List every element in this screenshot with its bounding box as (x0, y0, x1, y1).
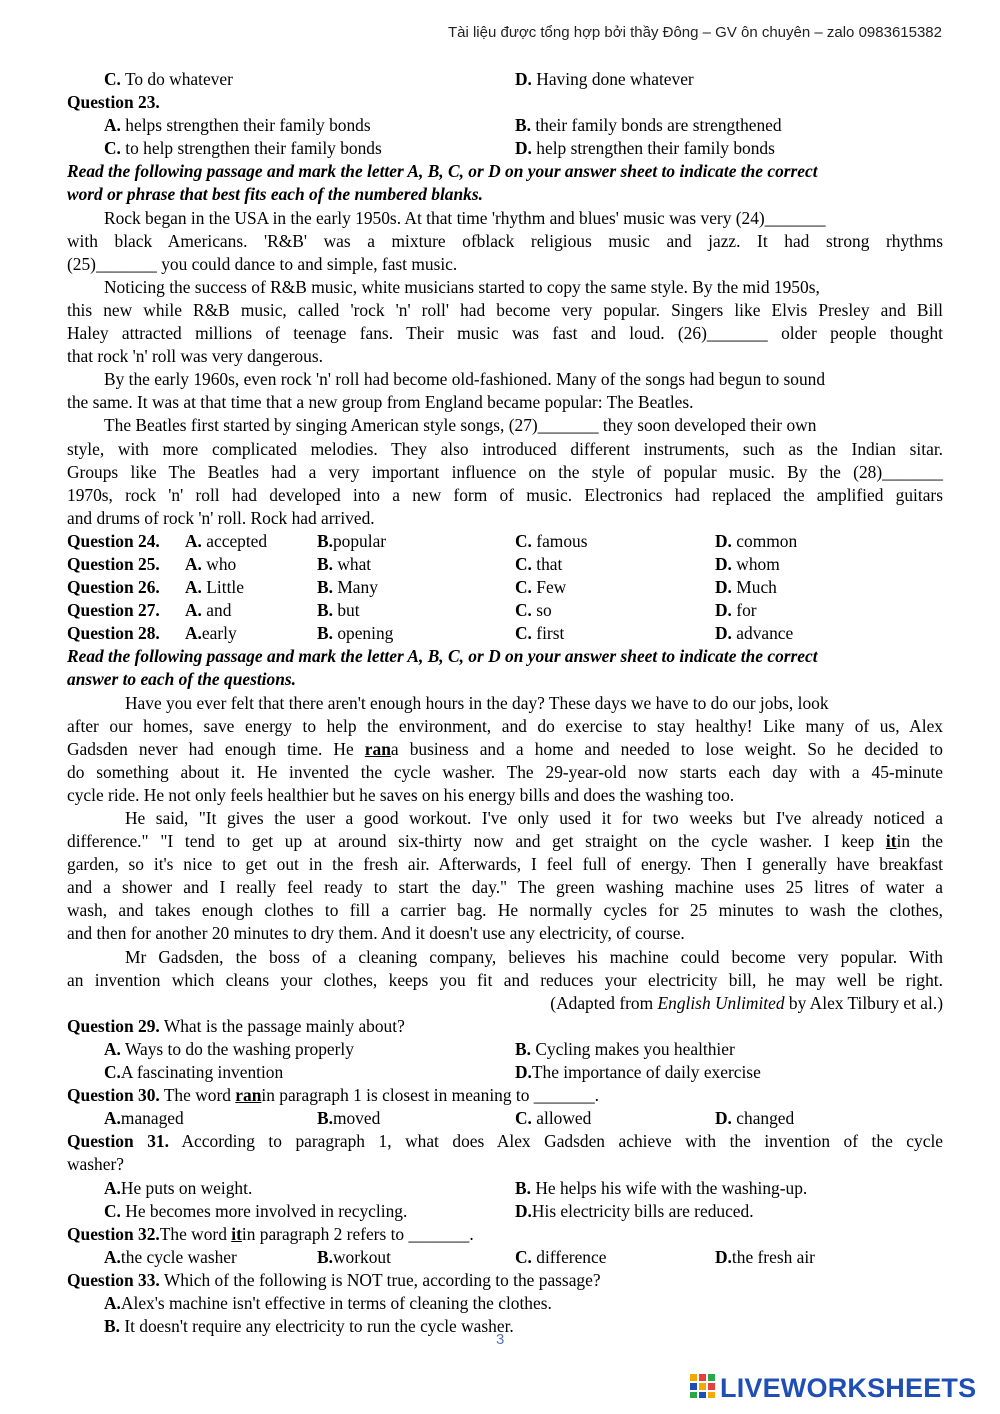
passage-2-line: He said, "It gives the user a good workout. I've only used it for two weeks but I've already noticed a (125, 808, 943, 828)
q28-option-d[interactable]: D. advance (715, 623, 794, 644)
passage-1-line: with black Americans. 'R&B' was a mixture ofblack religious music and jazz. It had strong rhythms (67, 230, 943, 251)
q31-option-a[interactable]: A.He puts on weight. (104, 1177, 253, 1198)
question-25-row (67, 553, 943, 576)
passage-1-line: style, with more complicated melodies. They also introduced different instruments, such as the Indian sitar. (67, 438, 943, 459)
q26-option-b[interactable]: B. Many (317, 577, 378, 598)
question-24-label: Question 24. (67, 530, 160, 551)
q30-option-d[interactable]: D. changed (715, 1108, 795, 1129)
worksheet-page (67, 68, 943, 1338)
q31-option-d[interactable]: D.His electricity bills are reduced. (515, 1200, 754, 1221)
q22-option-c[interactable]: C. To do whatever (104, 69, 233, 89)
highlighted-word-it: it (885, 831, 897, 852)
passage-1-line: and drums of rock 'n' roll. Rock had arrived. (67, 507, 375, 528)
passage-2-line: and then for another 20 minutes to dry them. And it doesn't use any electricity, of course. (67, 923, 685, 944)
question-29: Question 29. What is the passage mainly about? (67, 1015, 405, 1036)
liveworksheets-brand-text: LIVEWORKSHEETS (720, 1373, 977, 1403)
passage-1-line: this new while R&B music, called 'rock 'n' roll' had become very popular. Singers like Elvis Presley and Bill (67, 299, 943, 320)
passage-2-source: (Adapted from English Unlimited by Alex Tilbury et al.) (550, 992, 943, 1013)
q23-option-d[interactable]: D. help strengthen their family bonds (515, 138, 775, 159)
passage-1-line: Rock began in the USA in the early 1950s. At that time 'rhythm and blues' music was very (24)_______ (104, 207, 826, 228)
question-26-row (67, 576, 943, 599)
instruction-2-line-1: Read the following passage and mark the letter A, B, C, or D on your answer sheet to indicate the correct (67, 646, 818, 667)
q23-option-c[interactable]: C. to help strengthen their family bonds (104, 138, 382, 159)
q29-options-row-1 (67, 1038, 943, 1061)
passage-2-line: do something about it. He invented the cycle washer. The 29-year-old now starts each day with a 45-minute (67, 761, 943, 782)
q27-option-c[interactable]: C. so (515, 600, 552, 621)
q33-option-a[interactable]: A.Alex's machine isn't effective in terms of cleaning the clothes. (104, 1292, 552, 1313)
question-31-continued: washer? (67, 1154, 124, 1175)
passage-1-line: that rock 'n' roll was very dangerous. (67, 346, 323, 367)
page-header: Tài liệu được tổng hợp bởi thầy Đông – GV ôn chuyên – zalo 0983615382 (447, 24, 942, 41)
question-27-label: Question 27. (67, 600, 160, 621)
q23-options-row-1 (67, 114, 943, 137)
q25-option-b[interactable]: B. what (317, 553, 372, 574)
passage-2-line: and a shower and I really feel ready to start the day." The green washing machine uses 25 litres of water a (67, 877, 943, 898)
q26-option-d[interactable]: D. Much (715, 577, 777, 598)
q23-options-row-2 (67, 137, 943, 160)
liveworksheets-logo[interactable] (690, 1373, 976, 1404)
question-27-row (67, 599, 943, 622)
instruction-1-line-1: Read the following passage and mark the letter A, B, C, or D on your answer sheet to indicate the correct (67, 161, 818, 182)
q23-label: Question 23. (67, 92, 160, 113)
q32-option-a[interactable]: A.the cycle washer (104, 1246, 237, 1267)
question-32: Question 32.The word itin paragraph 2 refers to _______. (67, 1223, 474, 1244)
passage-1-line: By the early 1960s, even rock 'n' roll had become old-fashioned. Many of the songs had begun to sound (104, 369, 826, 390)
q33-option-b[interactable]: B. It doesn't require any electricity to run the cycle washer. (104, 1316, 514, 1337)
q29-option-d[interactable]: D.The importance of daily exercise (515, 1062, 761, 1083)
passage-1-line: the same. It was at that time that a new group from England became popular: The Beatles. (67, 392, 694, 413)
instruction-1-line-2: word or phrase that best fits each of the numbered blanks. (67, 184, 483, 205)
q28-option-a[interactable]: A.early (185, 623, 237, 644)
q25-option-d[interactable]: D. whom (715, 553, 780, 574)
q31-option-c[interactable]: C. He becomes more involved in recycling. (104, 1200, 408, 1221)
q28-option-b[interactable]: B. opening (317, 623, 394, 644)
page-number: 3 (496, 1331, 505, 1348)
q30-options-row (67, 1107, 943, 1130)
q29-option-b[interactable]: B. Cycling makes you healthier (515, 1038, 735, 1059)
passage-2-line: an invention which cleans your clothes, keeps you fit and reduces your electricity bill, he may well be right. (67, 969, 943, 990)
question-28-row (67, 622, 943, 645)
passage-2-line: garden, so it's nice to get out in the fresh air. Afterwards, I feel full of energy. Then I generally have breakfast (67, 854, 943, 875)
q22-options-row (67, 68, 943, 91)
passage-1-line: The Beatles first started by singing American style songs, (27)_______ they soon developed their own (104, 415, 817, 436)
question-31: Question 31. According to paragraph 1, what does Alex Gadsden achieve with the invention of the cycle (67, 1131, 943, 1152)
q24-option-a[interactable]: A. accepted (185, 530, 268, 551)
q30-option-c[interactable]: C. allowed (515, 1108, 592, 1129)
passage-2-line: difference." "I tend to get up at around six-thirty now and get straight on the cycle washer. I keep itin the (67, 831, 943, 852)
passage-2-line: wash, and takes enough clothes to fill a carrier bag. He normally cycles for 25 minutes to wash the clothes, (67, 900, 943, 921)
question-24-row (67, 530, 943, 553)
passage-2-line: Gadsden never had enough time. He rana business and a home and needed to lose weight. So he decided to (67, 738, 943, 759)
q28-option-c[interactable]: C. first (515, 623, 565, 644)
question-30: Question 30. The word ranin paragraph 1 is closest in meaning to _______. (67, 1085, 599, 1106)
q25-option-a[interactable]: A. who (185, 553, 237, 574)
passage-1-line: Haley attracted millions of teenage fans. Their music was fast and loud. (26)_______ older people thought (67, 323, 943, 344)
q27-option-b[interactable]: B. but (317, 600, 360, 621)
q24-option-b[interactable]: B.popular (317, 530, 387, 551)
passage-1-line: 1970s, rock 'n' roll had developed into a new form of music. Electronics had replaced the amplified guitars (67, 484, 943, 505)
q24-option-d[interactable]: D. common (715, 530, 798, 551)
q24-option-c[interactable]: C. famous (515, 530, 588, 551)
q26-option-c[interactable]: C. Few (515, 577, 567, 598)
instruction-2-line-2: answer to each of the questions. (67, 669, 296, 690)
q31-option-b[interactable]: B. He helps his wife with the washing-up. (515, 1177, 808, 1198)
question-25-label: Question 25. (67, 553, 160, 574)
passage-2-line: Mr Gadsden, the boss of a cleaning company, believes his machine could become very popular. With (125, 946, 943, 967)
q29-option-c[interactable]: C.A fascinating invention (104, 1062, 284, 1083)
q29-option-a[interactable]: A. Ways to do the washing properly (104, 1038, 354, 1059)
q27-option-d[interactable]: D. for (715, 600, 757, 621)
q23-option-b[interactable]: B. their family bonds are strengthened (515, 115, 782, 136)
q26-option-a[interactable]: A. Little (185, 577, 244, 598)
q32-option-c[interactable]: C. difference (515, 1246, 607, 1267)
passage-1-line: Groups like The Beatles had a very important influence on the style of popular music. By the (28)_______ (67, 461, 943, 482)
passage-1-line: (25)_______ you could dance to and simple, fast music. (67, 253, 458, 274)
question-33: Question 33. Which of the following is NOT true, according to the passage? (67, 1269, 601, 1290)
question-28-label: Question 28. (67, 623, 160, 644)
q32-option-b[interactable]: B.workout (317, 1246, 391, 1267)
q29-options-row-2 (67, 1061, 943, 1084)
question-26-label: Question 26. (67, 577, 160, 598)
passage-1-line: Noticing the success of R&B music, white musicians started to copy the same style. By the mid 1950s, (104, 276, 820, 297)
passage-2-line: after our homes, save energy to help the environment, and do exercise to stay healthy! Like many of us, Alex (67, 715, 943, 736)
q32-option-d[interactable]: D.the fresh air (715, 1246, 815, 1267)
passage-2-line: Have you ever felt that there aren't enough hours in the day? These days we have to do our jobs, look (125, 692, 829, 713)
q23-option-a[interactable]: A. helps strengthen their family bonds (104, 115, 371, 136)
q22-option-d[interactable]: D. Having done whatever (515, 69, 694, 89)
q31-options-row-1 (67, 1177, 943, 1200)
q30-option-b[interactable]: B.moved (317, 1108, 381, 1129)
highlighted-word-ran: ran (364, 738, 391, 759)
q25-option-c[interactable]: C. that (515, 553, 563, 574)
q32-options-row (67, 1246, 943, 1269)
q31-options-row-2 (67, 1200, 943, 1223)
q27-option-a[interactable]: A. and (185, 600, 232, 621)
q30-option-a[interactable]: A.managed (104, 1108, 184, 1129)
passage-2-line: cycle ride. He not only feels healthier but he saves on his energy bills and does the washing too. (67, 784, 735, 805)
liveworksheets-grid-icon (690, 1374, 716, 1403)
